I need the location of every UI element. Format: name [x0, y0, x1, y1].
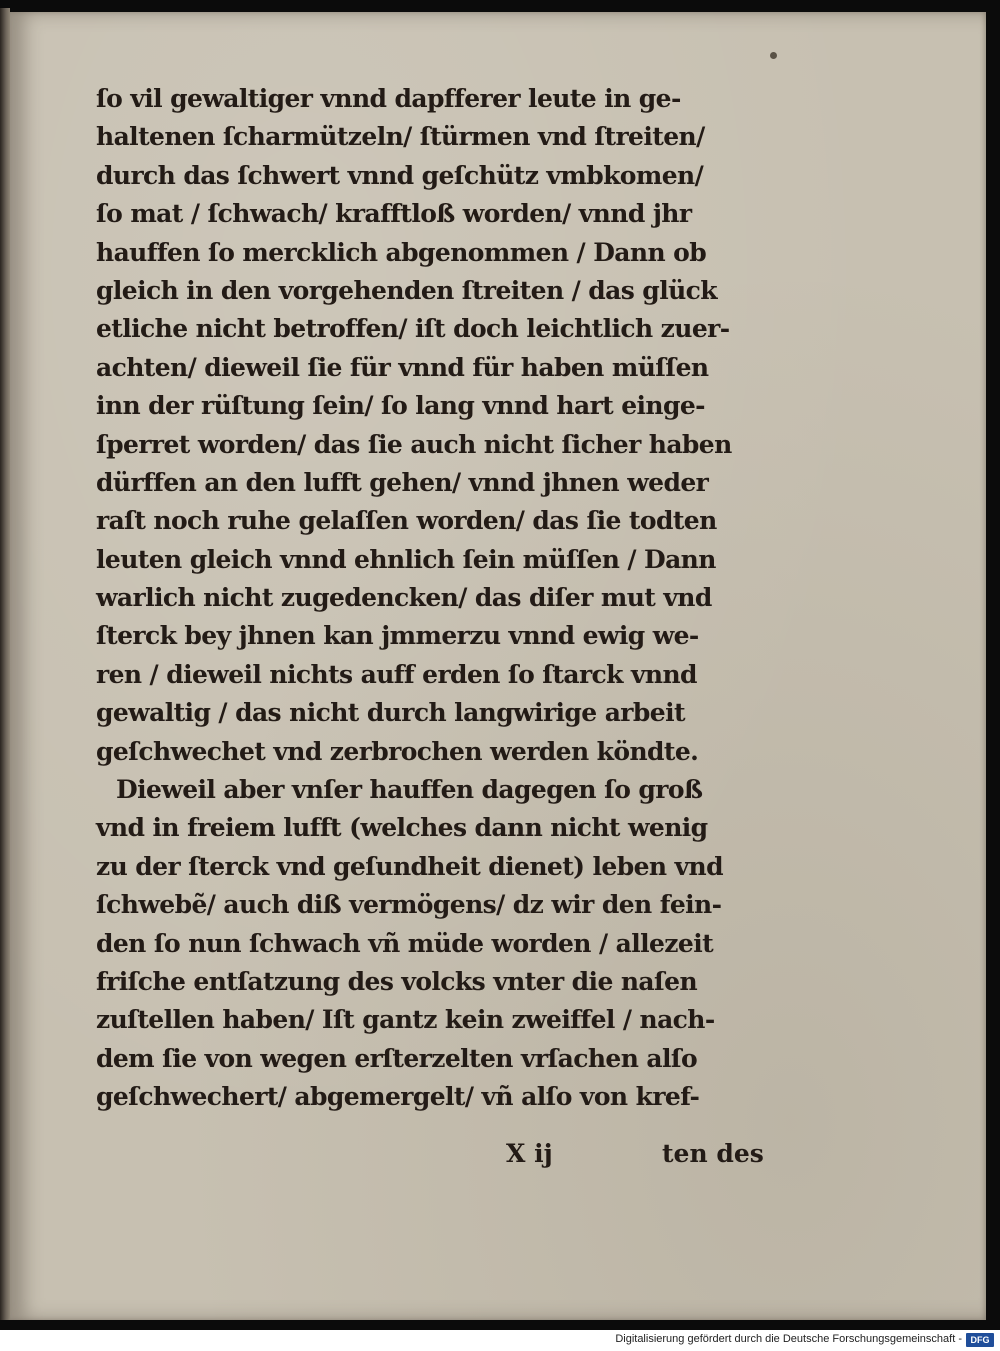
text-line: leuten gleich vnnd ehnlich ſein müſſen / Dann	[96, 544, 716, 574]
text-line: geſchwechert/ abgemergelt/ vñ alſo von kref-	[96, 1082, 700, 1112]
text-line: ren / dieweil nichts auff erden ſo ſtarck vnnd	[96, 659, 697, 689]
page-foot	[96, 1134, 776, 1174]
text-line: zu der ſterck vnd geſundheit dienet) leben vnd	[96, 851, 723, 881]
text-line: ſo vil gewaltiger vnnd dapfferer leute in ge-	[96, 84, 681, 113]
funding-credit: Digitalisierung gefördert durch die Deutsche Forschungsgemeinschaft -	[615, 1333, 962, 1345]
text-line: zuſtellen haben/ Iſt gantz kein zweiffel / nach-	[96, 1005, 715, 1035]
text-line: achten/ dieweil ſie für vnnd für haben müſſen	[96, 352, 709, 382]
text-line: ſperret worden/ das ſie auch nicht ſicher haben	[96, 429, 732, 459]
text-line: gewaltig / das nicht durch langwirige arbeit	[96, 698, 685, 728]
footer-bar	[0, 1330, 1000, 1351]
text-block	[96, 80, 776, 1117]
text-line: hauffen ſo mercklich abgenommen / Dann ob	[96, 237, 707, 267]
text-line: durch das ſchwert vnnd geſchütz vmbkomen/	[96, 160, 704, 190]
text-line: vnd in freiem lufft (welches dann nicht wenig	[96, 813, 708, 843]
text-line: ſchwebẽ/ auch diß vermögens/ dz wir den fein-	[96, 890, 722, 920]
text-line: etliche nicht betroffen/ iſt doch leichtlich zuer-	[96, 314, 730, 344]
text-line: geſchwechet vnd zerbrochen werden köndte.	[96, 736, 699, 766]
catchword: ten des	[662, 1139, 764, 1168]
text-line: ſterck bey jhnen kan jmmerzu vnnd ewig we-	[96, 621, 699, 651]
text-line: haltenen ſcharmützeln/ ſtürmen vnd ſtreiten/	[96, 122, 705, 152]
text-line: den ſo nun ſchwach vñ müde worden / allezeit	[96, 928, 714, 958]
text-line: friſche entſatzung des volcks vnter die naſen	[96, 966, 698, 996]
text-line: gleich in den vorgehenden ſtreiten / das glück	[96, 275, 718, 305]
paper-speck	[770, 52, 777, 59]
signature-mark: X ij	[506, 1139, 553, 1168]
text-line: ſo mat / ſchwach/ krafftloß worden/ vnnd jhr	[96, 199, 692, 229]
text-line: warlich nicht zugedencken/ das diſer mut vnd	[96, 583, 712, 613]
book-binding-edge	[0, 8, 10, 1320]
text-line: dem ſie von wegen erſterzelten vrſachen alſo	[96, 1043, 698, 1073]
text-line: inn der rüſtung ſein/ ſo lang vnnd hart einge-	[96, 391, 705, 421]
text-line: dürffen an den lufft gehen/ vnnd jhnen weder	[96, 467, 709, 497]
text-line: raſt noch ruhe gelaſſen worden/ das ſie todten	[96, 506, 717, 536]
dfg-logo-icon[interactable]: DFG	[966, 1333, 994, 1347]
paragraph-first-line: Dieweil aber vnſer hauffen dagegen ſo groß	[116, 775, 703, 805]
